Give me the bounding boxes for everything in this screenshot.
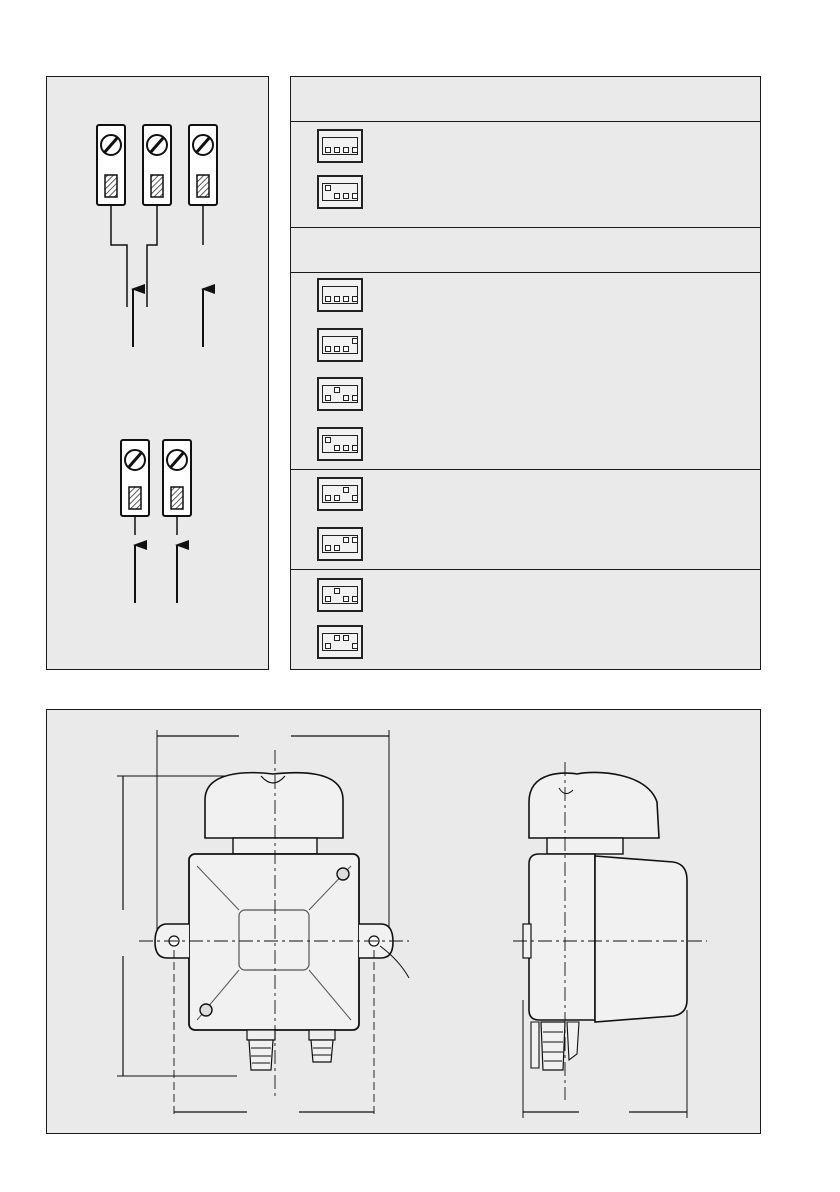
switch-position — [352, 445, 358, 451]
switch-position — [343, 635, 349, 641]
switch-position — [325, 545, 331, 551]
dip-switch-icon — [317, 625, 363, 659]
dip-switch-icon — [317, 129, 363, 163]
switch-position — [352, 296, 358, 302]
dip-switch-icon — [317, 328, 363, 362]
dimension-drawing-panel — [46, 709, 761, 1134]
two-terminal-group — [121, 440, 191, 603]
switch-position — [334, 193, 340, 199]
switch-position — [325, 395, 331, 401]
section-header — [291, 229, 760, 271]
switch-position — [352, 193, 358, 199]
terminal-block — [189, 125, 217, 245]
switch-position — [352, 147, 358, 153]
divider — [291, 569, 760, 570]
switch-position — [325, 147, 331, 153]
cable-gland — [309, 1030, 335, 1062]
switch-position — [352, 495, 358, 501]
switch-position — [343, 193, 349, 199]
terminal-block — [163, 440, 191, 535]
switch-position — [343, 147, 349, 153]
switch-position — [343, 537, 349, 543]
terminal-block — [143, 125, 171, 232]
cable-gland — [247, 1030, 275, 1070]
divider — [291, 227, 760, 228]
terminal-block — [97, 125, 125, 232]
switch-position — [343, 395, 349, 401]
dip-switch-icon — [317, 175, 363, 209]
switch-position — [343, 487, 349, 493]
dimension-drawing — [47, 710, 762, 1135]
dip-switch-icon — [317, 578, 363, 612]
switch-position — [352, 338, 358, 344]
dip-switch-icon — [317, 427, 363, 461]
switch-position — [325, 643, 331, 649]
wire — [111, 232, 127, 307]
section-header — [291, 77, 760, 119]
switch-position — [343, 346, 349, 352]
switch-position — [352, 395, 358, 401]
wire — [147, 232, 157, 307]
three-terminal-group — [97, 125, 217, 347]
switch-position — [334, 147, 340, 153]
terminal-wiring-panel — [46, 76, 269, 670]
dip-switch-icon — [317, 477, 363, 511]
switch-position — [325, 437, 331, 443]
switch-position — [325, 185, 331, 191]
divider — [291, 121, 760, 122]
terminal-wiring-diagram — [47, 77, 270, 671]
switch-position — [334, 346, 340, 352]
switch-position — [352, 596, 358, 602]
side-view — [513, 762, 707, 1118]
switch-position — [352, 537, 358, 543]
switch-position — [334, 296, 340, 302]
terminal-block — [121, 440, 149, 535]
switch-position — [334, 588, 340, 594]
switch-position — [334, 387, 340, 393]
switch-position — [325, 596, 331, 602]
switch-position — [334, 445, 340, 451]
dip-switch-icon — [317, 377, 363, 411]
divider — [291, 272, 760, 273]
switch-position — [343, 445, 349, 451]
switch-position — [325, 296, 331, 302]
switch-position — [325, 346, 331, 352]
switch-position — [343, 596, 349, 602]
front-view — [117, 730, 409, 1118]
dip-switch-icon — [317, 527, 363, 561]
switch-position — [334, 495, 340, 501]
switch-position — [325, 495, 331, 501]
switch-position — [334, 545, 340, 551]
switch-position — [343, 296, 349, 302]
dip-switch-icon — [317, 278, 363, 312]
dip-switch-table — [290, 76, 761, 670]
divider — [291, 469, 760, 470]
switch-position — [334, 635, 340, 641]
switch-position — [352, 643, 358, 649]
